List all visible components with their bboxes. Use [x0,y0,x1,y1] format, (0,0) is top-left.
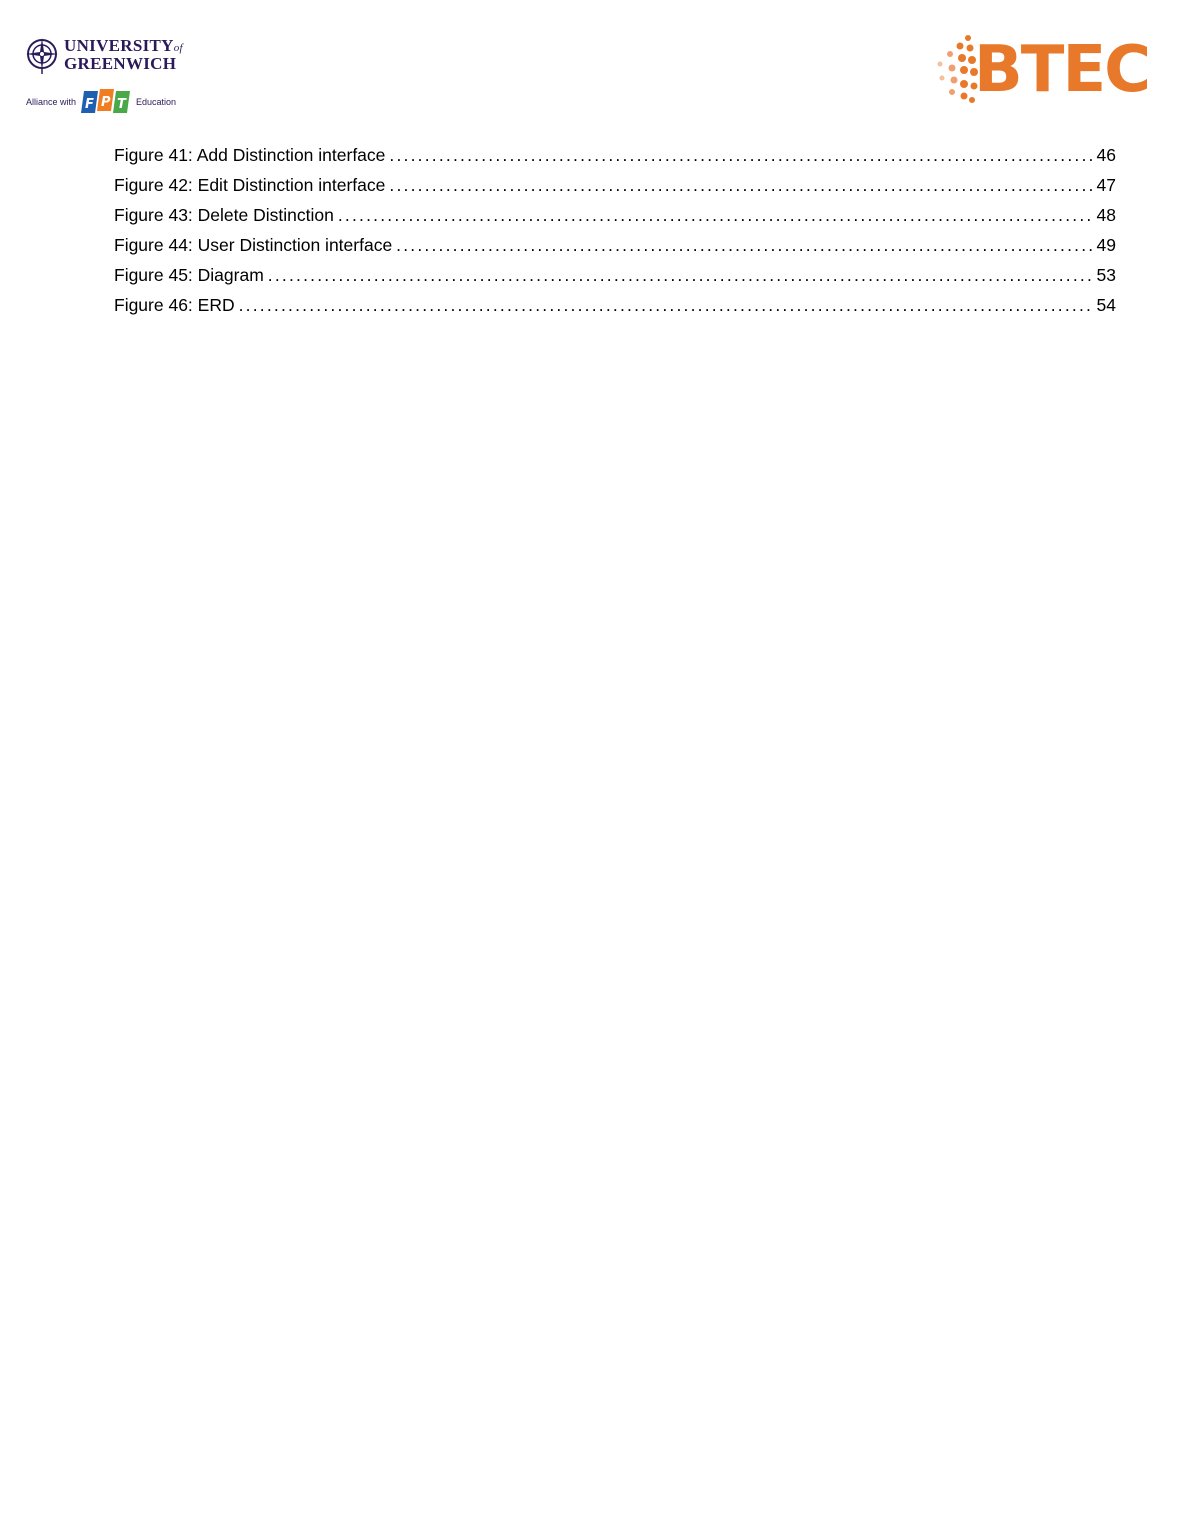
toc-entry[interactable] [114,140,1116,170]
uog-university-text: UNIVERSITY [64,36,174,55]
toc-dot-leader [239,290,1093,320]
uog-of-text: of [173,42,183,54]
toc-entry-page: 49 [1096,235,1116,255]
education-text: Education [136,97,177,107]
toc-entry-label: Figure 42: Edit Distinction interface [114,175,386,195]
toc-dot-leader [268,260,1093,290]
toc-entry[interactable] [114,170,1116,200]
svg-text:F: F [85,97,94,112]
toc-entry-label: Figure 41: Add Distinction interface [114,145,386,165]
toc-entry[interactable] [114,230,1116,260]
uog-greenwich-text: GREENWICH [64,54,177,73]
toc-entry-page: 46 [1096,145,1116,165]
fpt-logo-icon [80,87,134,117]
compass-rose-icon [24,35,60,75]
toc-entry[interactable] [114,260,1116,290]
uog-wordmark [64,38,183,72]
svg-text:T: T [117,97,126,112]
toc-dot-leader [338,200,1093,230]
toc-entry-label: Figure 46: ERD [114,295,235,315]
toc-entry-page: 48 [1096,205,1116,225]
university-greenwich-logo [24,34,189,120]
toc-dot-leader [389,170,1092,200]
toc-entry-page: 53 [1096,265,1116,285]
btec-dots-icon [932,32,978,108]
fpt-alliance-row [26,86,176,118]
table-of-figures [114,140,1116,320]
toc-entry[interactable] [114,200,1116,230]
svg-text:P: P [101,95,111,110]
btec-wordmark: BTEC [974,33,1150,107]
toc-dot-leader [389,140,1092,170]
toc-dot-leader [396,230,1092,260]
toc-entry-label: Figure 43: Delete Distinction [114,205,334,225]
btec-logo [932,32,1168,108]
toc-entry-page: 54 [1096,295,1116,315]
toc-entry-page: 47 [1096,175,1116,195]
toc-entry-label: Figure 45: Diagram [114,265,264,285]
toc-entry[interactable] [114,290,1116,320]
alliance-with-text: Alliance with [26,97,77,107]
uog-logo-row [24,34,183,76]
toc-entry-label: Figure 44: User Distinction interface [114,235,393,255]
